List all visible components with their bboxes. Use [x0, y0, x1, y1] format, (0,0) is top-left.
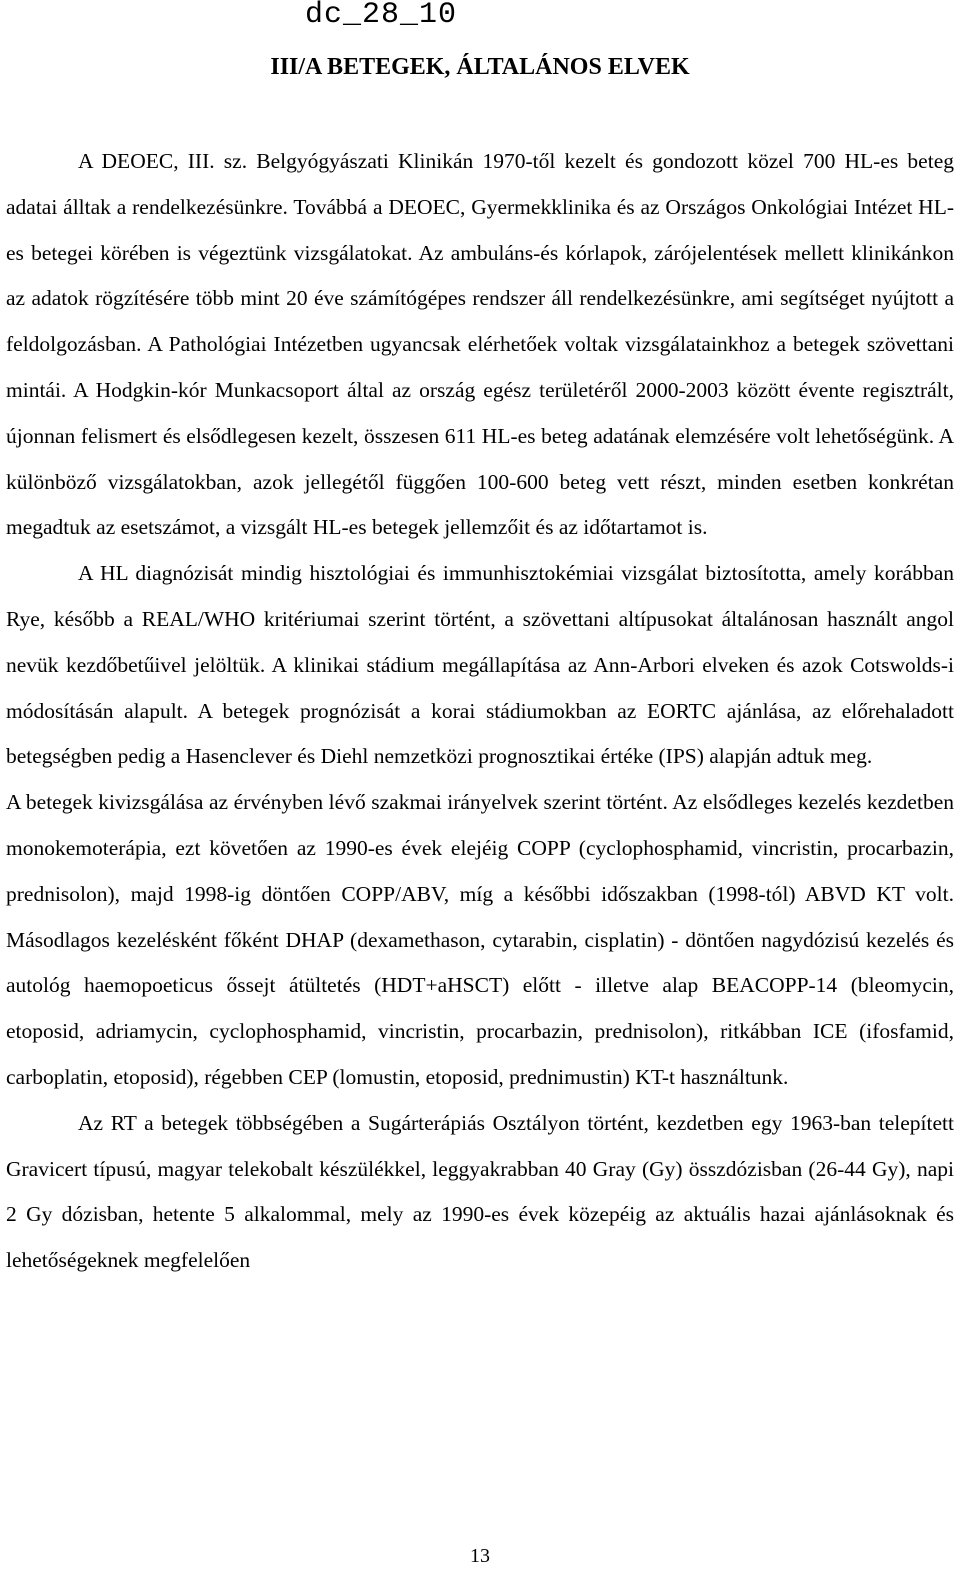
paragraph-data-sources: A DEOEC, III. sz. Belgyógyászati Klinikán 1970-től kezelt és gondozott közel 700 HL-es beteg adatai álltak a rendelkezésünkre. Továbbá a DEOEC, Gyermekklinika és az Országos Onkológiai Intézet HL-es betegei körében is végeztünk vizsgálatokat. Az ambuláns-és kórlapok, zárójelentések mellett klinikánkon az adatok rögzítésére több mint 20 éve számítógépes rendszer áll rendelkezésünkre, ami segítséget nyújtott a feldolgozásban. A Pathológiai Intézetben ugyancsak elérhetőek voltak vizsgálatainkhoz a betegek szövettani mintái. A Hodgkin-kór Munkacsoport által az ország egész területéről 2000-2003 között évente regisztrált, újonnan felismert és elsődlegesen kezelt, összesen 611 HL-es beteg adatának elemzésére volt lehetőségünk. A különböző vizsgálatokban, azok jellegétől függően 100-600 beteg vett részt, minden esetben konkrétan megadtuk az esetszámot, a vizsgált HL-es betegek jellemzőit és az időtartamot is.: [6, 149, 954, 540]
section-title: III/A BETEGEK, ÁLTALÁNOS ELVEK: [270, 54, 690, 80]
body-text: [6, 139, 954, 1284]
page-number: 13: [470, 1545, 490, 1567]
document-id: dc_28_10: [305, 0, 458, 32]
paragraph-radiotherapy: Az RT a betegek többségében a Sugárterápiás Osztályon történt, kezdetben egy 1963-ban telepített Gravicert típusú, magyar telekobalt készülékkel, leggyakrabban 40 Gray (Gy) összdózisban (26-44 Gy), napi 2 Gy dózisban, hetente 5 alkalommal, mely az 1990-es évek közepéig az aktuális hazai ajánlásoknak és lehetőségeknek megfelelően: [6, 1110, 954, 1273]
paragraph-treatment: A betegek kivizsgálása az érvényben lévő szakmai irányelvek szerint történt. Az elsődleges kezelés kezdetben monokemoterápia, ezt követően az 1990-es évek elejéig COPP (cyclophosphamid, vincristin, procarbazin, prednisolon), majd 1998-ig döntően COPP/ABV, míg a későbbi időszakban (1998-tól) ABVD KT volt. Másodlagos kezelésként főként DHAP (dexamethason, cytarabin, cisplatin) - döntően nagydózisú kezelés és autológ haemopoeticus őssejt átültetés (HDT+aHSCT) előtt - illetve alap BEACOPP-14 (bleomycin, etoposid, adriamycin, cyclophosphamid, vincristin, procarbazin, prednisolon), ritkábban ICE (ifosfamid, carboplatin, etoposid), régebben CEP (lomustin, etoposid, prednimustin) KT-t használtunk.: [6, 790, 954, 1089]
paragraph-diagnosis: A HL diagnózisát mindig hisztológiai és immunhisztokémiai vizsgálat biztosította, amely korábban Rye, később a REAL/WHO kritériumai szerint történt, a szövettani altípusokat általánosan használt angol nevük kezdőbetűivel jelöltük. A klinikai stádium megállapítása az Ann-Arbori elveken és azok Cotswolds-i módosításán alapult. A betegek prognózisát a korai stádiumokban az EORTC ajánlása, az előrehaladott betegségben pedig a Hasenclever és Diehl nemzetközi prognosztikai értéke (IPS) alapján adtuk meg.: [6, 561, 954, 769]
